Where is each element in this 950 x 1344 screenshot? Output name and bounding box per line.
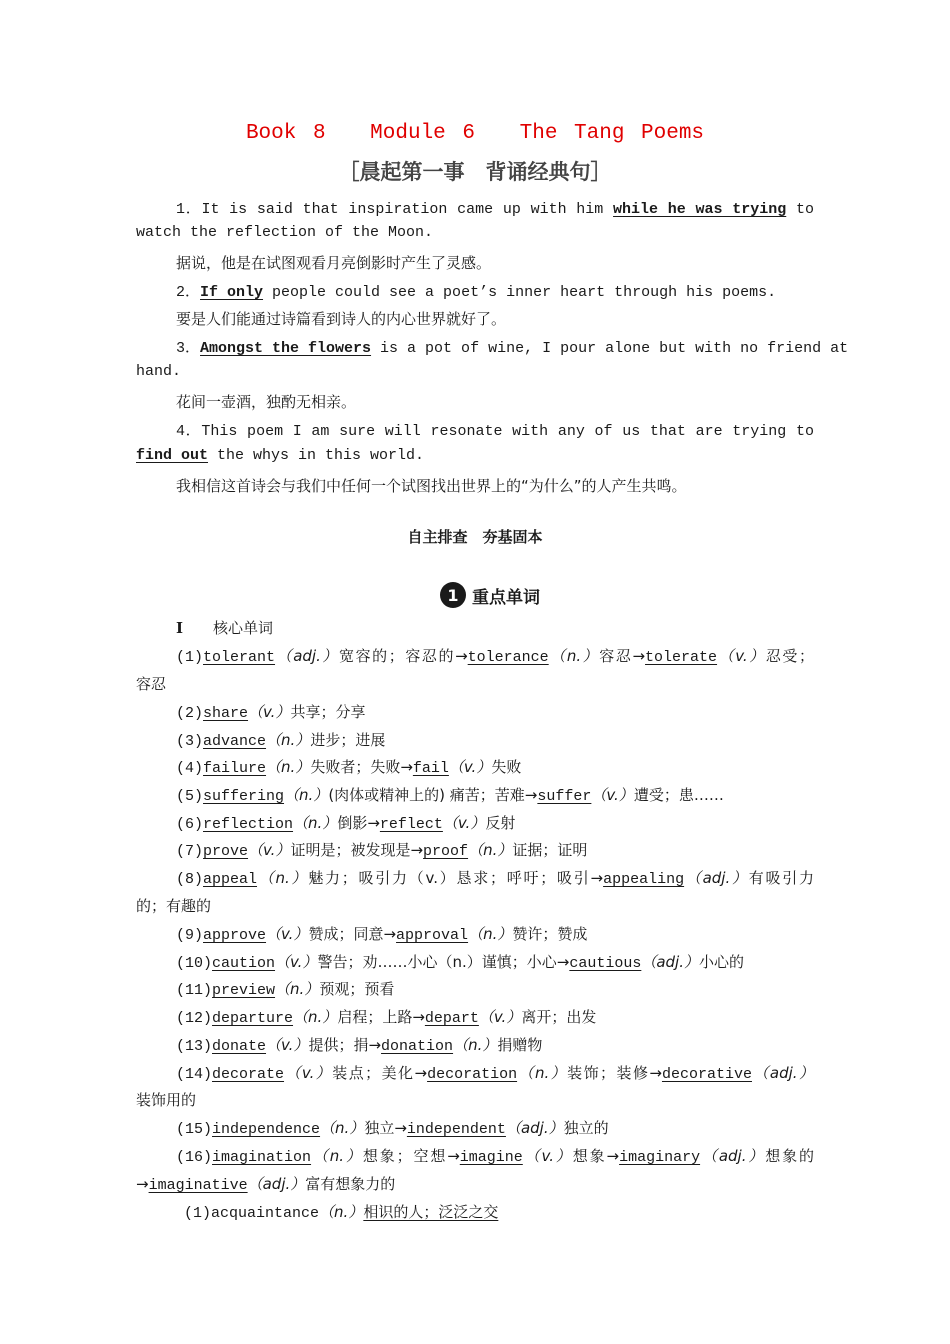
vocab-answer: approve (203, 927, 267, 944)
sentence-answer: find out (136, 447, 209, 464)
vocab-answer: 相识的人；泛泛之交 (363, 1203, 499, 1221)
sentence-number: 2． (176, 284, 201, 301)
vocab-answer: approval (396, 927, 469, 944)
sentence-1-en (176, 197, 814, 218)
sentence-4-en (176, 419, 814, 440)
vocab-answer: imaginary (619, 1149, 701, 1166)
vocab-answer: decorate (212, 1066, 285, 1083)
vocab-answer: suffering (203, 788, 285, 805)
sentence-number: 3． (176, 340, 201, 357)
key-words-label: 重点单词 (472, 587, 540, 608)
vocab-answer: imagine (459, 1149, 523, 1166)
vocab-answer: prove (203, 843, 249, 860)
sentence-text: This poem I am sure will resonate with any of us that are trying to (201, 423, 814, 440)
sentence-text: to (786, 201, 814, 218)
vocab-answer: reflect (379, 816, 443, 833)
title-module: Module 6 (370, 122, 475, 145)
vocab-item: (7)prove（v.）证明是；被发现是→proof（n.）证据；证明 (176, 841, 588, 860)
vocab-answer: depart (424, 1010, 479, 1027)
sentence-number: 1． (176, 201, 202, 218)
vocab-answer: decoration (427, 1066, 518, 1083)
vocab-item: (3)advance（n.）进步；进展 (176, 731, 386, 750)
key-words-heading (440, 581, 540, 609)
vocab-item: (10)caution（v.）警告；劝……小心（n.）谨慎；小心→cautious（adj.）小心的 (176, 953, 745, 972)
sentence-answer: If only (200, 284, 264, 301)
vocab-answer: tolerance (467, 649, 549, 666)
vocab-answer: imagination (212, 1149, 312, 1166)
subsection-label: 核心单词 (213, 619, 274, 637)
sentence-text: people could see a poet’s inner heart through his poems. (263, 284, 777, 301)
sentence-2-zh: 要是人们能通过诗篇看到诗人的内心世界就好了。 (176, 310, 507, 328)
sentence-text: is a pot of wine, I pour alone but with no friend at (371, 340, 849, 357)
vocab-item: (2)share（v.）共享；分享 (176, 703, 366, 722)
vocab-answer: independent (406, 1121, 506, 1138)
sentence-3-zh: 花间一壶酒，独酌无相亲。 (176, 393, 357, 411)
vocab-answer: donation (381, 1038, 454, 1055)
vocab-item: (13)donate（v.）提供；捐→donation（n.）捐赠物 (176, 1036, 543, 1055)
title-topic: The Tang Poems (519, 122, 705, 145)
vocab-item: (16)imagination（n.）想象；空想→imagine（v.）想象→imaginary（adj.）想象的 (176, 1147, 814, 1166)
sentence-1-zh: 据说，他是在试图观看月亮倒影时产生了灵感。 (176, 254, 492, 272)
vocab-item: (4)failure（n.）失败者；失败→fail（v.）失败 (176, 758, 522, 777)
vocab-answer: share (203, 705, 249, 722)
sentence-3-en-cont: hand. (136, 363, 182, 380)
vocab-answer: independence (212, 1121, 321, 1138)
vocab-answer: tolerate (645, 649, 718, 666)
vocab-item: (14)decorate（v.）装点；美化→decoration（n.）装饰；装修→decorative（adj.） (176, 1064, 814, 1083)
number-circle-icon: 1 (440, 582, 466, 608)
vocab-answer: suffer (537, 788, 592, 805)
sentence-2-en (176, 280, 776, 301)
sentence-4-zh: 我相信这首诗会与我们中任何一个试图找出世界上的“为什么”的人产生共鸣。 (176, 477, 687, 495)
vocab-item: (1)acquaintance（n.）相识的人；泛泛之交 (184, 1203, 499, 1222)
vocab-answer: appealing (603, 871, 685, 888)
vocab-item: (12)departure（n.）启程；上路→depart（v.）离开；出发 (176, 1008, 597, 1027)
page-subtitle: ［晨起第一事 背诵经典句］ (338, 160, 612, 184)
vocab-item-cont: 的；有趣的 (136, 897, 212, 915)
vocab-answer: fail (412, 760, 449, 777)
vocab-answer: reflection (203, 816, 294, 833)
vocab-answer: tolerant (203, 649, 276, 666)
vocab-item: (15)independence（n.）独立→independent（adj.）独立的 (176, 1119, 609, 1138)
vocab-answer: appeal (203, 871, 258, 888)
vocab-answer: decorative (661, 1066, 752, 1083)
vocab-answer: departure (212, 1010, 294, 1027)
sentence-text: It is said that inspiration came up with him (201, 201, 614, 218)
subsection-number: Ⅰ (176, 619, 184, 637)
vocab-item: (11)preview（n.）预观；预看 (176, 980, 395, 999)
page-title (0, 122, 950, 145)
sentence-1-en-cont: watch the reflection of the Moon. (136, 224, 434, 241)
title-book: Book 8 (245, 122, 326, 145)
vocab-item-cont: 装饰用的 (136, 1091, 197, 1109)
vocab-item-cont: 容忍 (136, 675, 167, 693)
vocab-item: (8)appeal（n.）魅力；吸引力（v.）恳求；呼吁；吸引→appealing（adj.）有吸引力 (176, 869, 814, 888)
vocab-answer: caution (212, 955, 276, 972)
vocab-answer: proof (423, 843, 469, 860)
vocab-answer: failure (203, 760, 267, 777)
sentence-3-en (176, 336, 849, 357)
vocab-item: (1)tolerant（adj.）宽容的；容忍的→tolerance（n.）容忍→tolerate（v.）忍受； (176, 647, 814, 666)
sentence-answer: while he was trying (613, 201, 787, 218)
vocab-answer: preview (212, 982, 276, 999)
sentence-text: the whys in this world. (208, 447, 425, 464)
vocab-item-cont: →imaginative（adj.）富有想象力的 (136, 1175, 396, 1194)
vocab-answer: cautious (569, 955, 642, 972)
vocab-item: (9)approve（v.）赞成；同意→approval（n.）赞许；赞成 (176, 925, 588, 944)
sentence-4-en-cont (136, 447, 424, 464)
subsection-heading (176, 617, 273, 638)
vocab-answer: imaginative (148, 1177, 248, 1194)
vocab-item: (6)reflection（n.）倒影→reflect（v.）反射 (176, 814, 516, 833)
sentence-number: 4． (176, 423, 202, 440)
vocab-item: (5)suffering（n.）(肉体或精神上的) 痛苦；苦难→suffer（v.）遭受；患…… (176, 786, 724, 805)
vocab-answer: donate (212, 1038, 267, 1055)
sentence-answer: Amongst the flowers (200, 340, 372, 357)
section-heading: 自主排查 夯基固本 (407, 528, 543, 546)
vocab-answer: advance (203, 733, 267, 750)
